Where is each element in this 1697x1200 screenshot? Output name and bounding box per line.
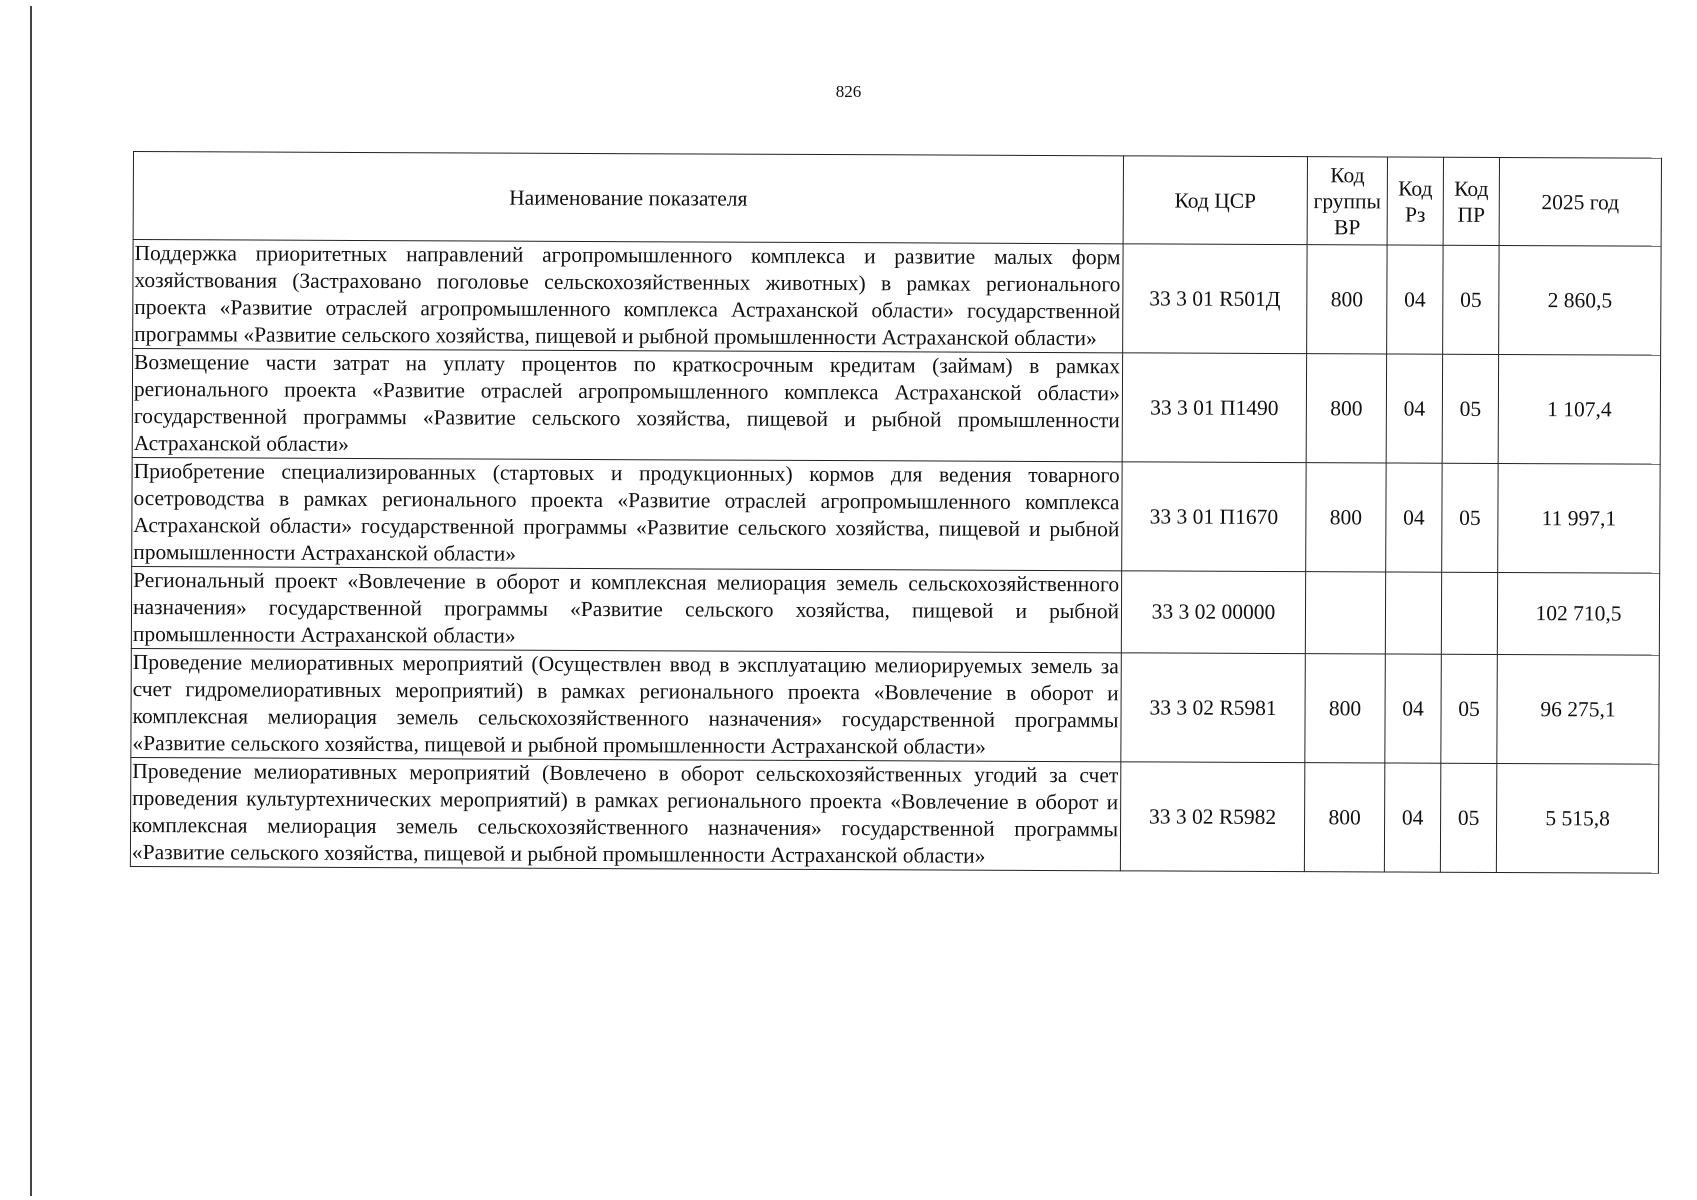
row-vr-code: 800: [1304, 763, 1384, 872]
page-number: 826: [835, 82, 862, 101]
row-pr-code: 05: [1441, 654, 1497, 763]
header-name: Наименование показателя: [133, 152, 1123, 244]
table-row: [131, 648, 1659, 764]
row-csr-code: 33 3 02 00000: [1121, 571, 1305, 654]
row-rz-code: [1385, 572, 1441, 654]
row-csr-code: 33 3 02 R5981: [1121, 653, 1305, 763]
row-rz-code: 04: [1386, 463, 1442, 572]
table-row: [131, 566, 1659, 655]
scan-edge-line: [30, 6, 32, 1196]
row-pr-code: 05: [1443, 245, 1499, 354]
header-vr-group-code: Код группы ВР: [1307, 157, 1387, 245]
row-rz-code: 04: [1385, 654, 1441, 763]
row-value: 1 107,4: [1498, 354, 1660, 464]
row-rz-code: 04: [1386, 354, 1442, 463]
row-rz-code: 04: [1384, 763, 1440, 872]
row-pr-code: 05: [1442, 354, 1498, 463]
table-header-row: [133, 152, 1661, 247]
header-rz-code: Код Рз: [1387, 157, 1443, 245]
table-row: [133, 240, 1661, 356]
row-value: 11 997,1: [1498, 463, 1660, 573]
table-row: [132, 349, 1660, 465]
table-row: [130, 757, 1658, 873]
row-value: 5 515,8: [1496, 763, 1658, 873]
row-vr-code: 800: [1306, 354, 1386, 463]
row-value: 102 710,5: [1497, 572, 1659, 655]
header-year-2025: 2025 год: [1499, 157, 1661, 246]
header-csr-code: Код ЦСР: [1123, 156, 1307, 245]
table-row: [132, 457, 1660, 573]
row-csr-code: 33 3 01 П1670: [1122, 462, 1306, 572]
row-rz-code: 04: [1387, 245, 1443, 354]
row-name: Проведение мелиоративных мероприятий (Вовлечено в оборот сельскохозяйственных угодий за счет проведения культуртехнических мероприятий) в рамках регионального проекта «Вовлечение в оборот и комплексная мелиорация земель сельскохозяйственного назначения» государственной программы «Развитие сельского хозяйства, пищевой и рыбной промышленности Астраханской области»: [130, 757, 1120, 870]
row-value: 2 860,5: [1499, 245, 1661, 355]
budget-table: [130, 151, 1662, 874]
row-csr-code: 33 3 02 R5982: [1120, 762, 1304, 872]
row-vr-code: 800: [1307, 245, 1387, 354]
row-vr-code: [1305, 572, 1385, 654]
row-name: Приобретение специализированных (стартовых и продукционных) кормов для ведения товарного осетроводства в рамках регионального проекта «Развитие отраслей агропромышленного комплекса Астраханской области» государственной программы «Развитие сельского хозяйства, пищевой и рыбной промышленности Астраханской области»: [132, 457, 1122, 570]
row-name: Проведение мелиоративных мероприятий (Осуществлен ввод в эксплуатацию мелиорируемых земель за счет гидромелиоративных мероприятий) в рамках регионального проекта «Вовлечение в оборот и комплексная мелиорация земель сельскохозяйственного назначения» государственной программы «Развитие сельского хозяйства, пищевой и рыбной промышленности Астраханской области»: [131, 648, 1121, 761]
row-name: Региональный проект «Вовлечение в оборот и комплексная мелиорация земель сельскохозяйственного назначения» государственной программы «Развитие сельского хозяйства, пищевой и рыбной промышленности Астраханской области»: [131, 566, 1121, 652]
row-name: Возмещение части затрат на уплату процентов по краткосрочным кредитам (займам) в рамках регионального проекта «Развитие отраслей агропромышленного комплекса Астраханской области» государственной программы «Развитие сельского хозяйства, пищевой и рыбной промышленности Астраханской области»: [132, 349, 1122, 462]
row-pr-code: 05: [1440, 763, 1496, 872]
row-pr-code: 05: [1442, 463, 1498, 572]
row-value: 96 275,1: [1497, 654, 1659, 764]
row-csr-code: 33 3 01 R501Д: [1123, 244, 1307, 354]
row-name: Поддержка приоритетных направлений агропромышленного комплекса и развитие малых форм хозяйствования (Застраховано поголовье сельскохозяйственных животных) в рамках регионального проекта «Развитие отраслей агропромышленного комплекса Астраханской области» государственной программы «Развитие сельского хозяйства, пищевой и рыбной промышленности Астраханской области»: [133, 240, 1123, 353]
header-pr-code: Код ПР: [1443, 157, 1499, 245]
row-csr-code: 33 3 01 П1490: [1122, 353, 1306, 463]
row-pr-code: [1441, 572, 1497, 654]
row-vr-code: 800: [1305, 654, 1385, 763]
row-vr-code: 800: [1306, 463, 1386, 572]
